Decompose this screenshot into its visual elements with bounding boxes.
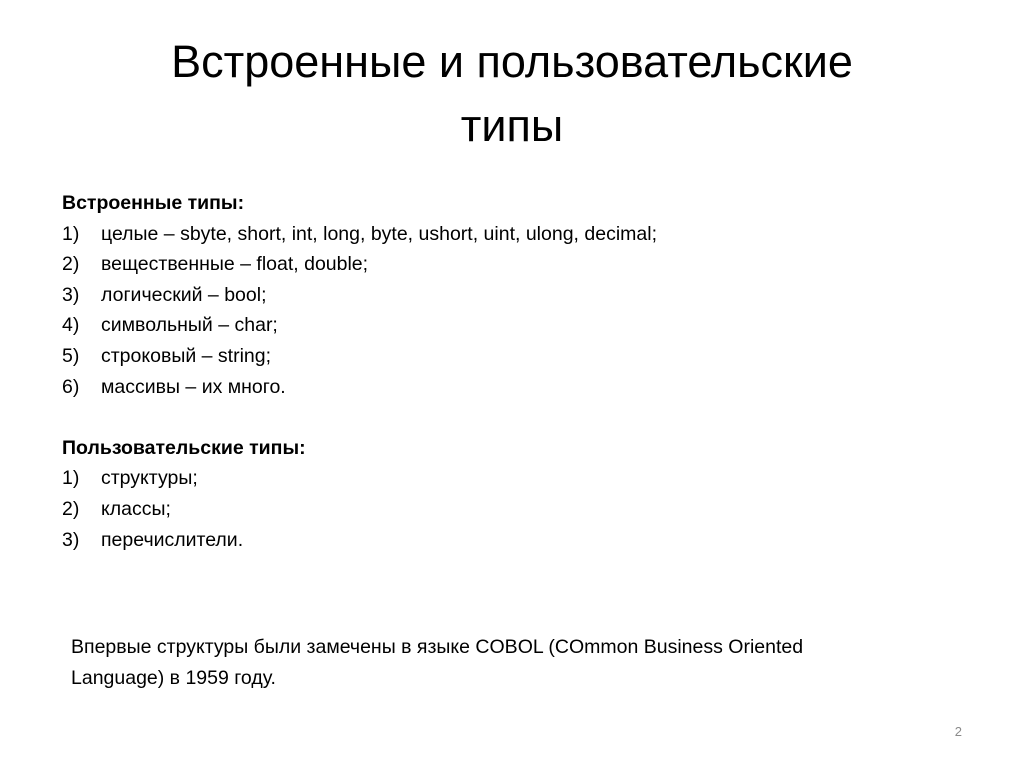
list-item bbox=[62, 249, 962, 280]
list-item-text: логический – bool; bbox=[101, 283, 267, 306]
slide-title bbox=[40, 30, 984, 158]
list-item-text: символьный – char; bbox=[101, 314, 278, 337]
list-item bbox=[62, 494, 962, 525]
list-item-number: 3) bbox=[62, 283, 80, 306]
list-item bbox=[62, 341, 962, 372]
custom-types-heading: Пользовательские типы: bbox=[62, 436, 306, 459]
list-item-text: вещественные – float, double; bbox=[101, 253, 369, 276]
list-item-number: 3) bbox=[62, 528, 80, 551]
list-item-text: массивы – их много. bbox=[101, 375, 286, 398]
history-note-line-1: Впервые структуры были замечены в языке COBOL (COmmon Business Oriented bbox=[71, 636, 804, 658]
section-spacer bbox=[62, 402, 962, 433]
list-item bbox=[62, 280, 962, 311]
builtin-types-heading: Встроенные типы: bbox=[62, 192, 245, 214]
list-item-number: 2) bbox=[62, 497, 80, 520]
list-item-text: структуры; bbox=[101, 467, 198, 490]
history-note-line-2: Language) в 1959 году. bbox=[71, 666, 276, 689]
list-item-number: 1) bbox=[62, 467, 80, 490]
list-item-number: 5) bbox=[62, 344, 80, 367]
list-item-number: 2) bbox=[62, 253, 80, 276]
list-item bbox=[62, 310, 962, 341]
list-item bbox=[62, 372, 962, 403]
list-item bbox=[62, 219, 962, 250]
custom-types-list bbox=[62, 463, 962, 555]
list-item-text: целые – sbyte, short, int, long, byte, ushort, uint, ulong, decimal; bbox=[101, 222, 657, 245]
list-item-number: 1) bbox=[62, 222, 80, 245]
slide-title-line-2: типы bbox=[460, 100, 564, 151]
list-item-text: классы; bbox=[101, 497, 171, 520]
slide-content bbox=[62, 188, 962, 555]
list-item bbox=[62, 463, 962, 494]
list-item-text: строковый – string; bbox=[101, 344, 272, 367]
page-number: 2 bbox=[954, 724, 962, 739]
list-item-number: 6) bbox=[62, 375, 80, 398]
builtin-types-list bbox=[62, 219, 962, 403]
list-item bbox=[62, 525, 962, 556]
slide-title-line-1: Встроенные и пользовательские bbox=[171, 36, 853, 87]
list-item-number: 4) bbox=[62, 314, 80, 337]
history-note bbox=[71, 632, 971, 693]
list-item-text: перечислители. bbox=[101, 528, 244, 551]
